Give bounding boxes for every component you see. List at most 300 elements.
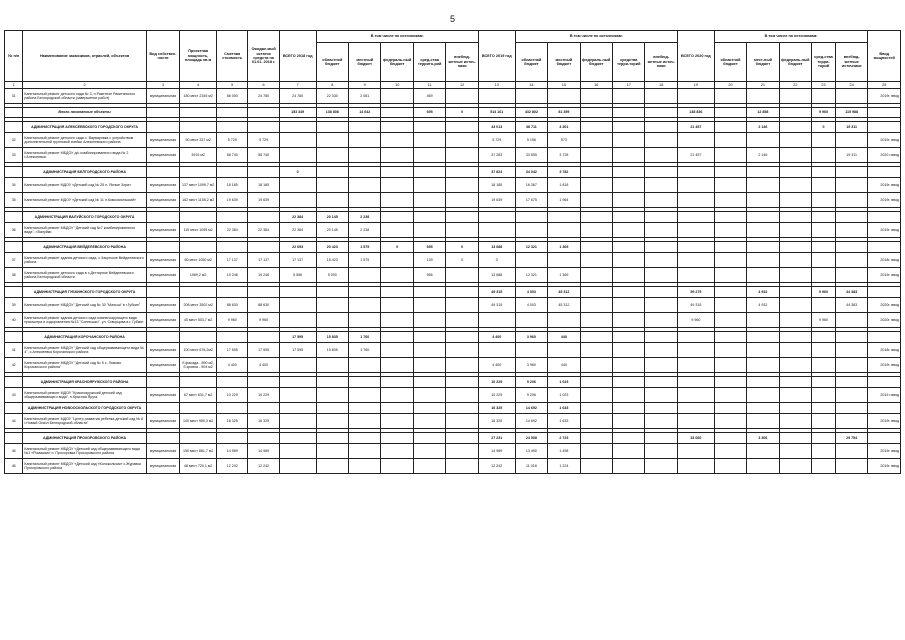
table-row bbox=[5, 148, 901, 163]
amount-cell: 17 595 bbox=[279, 343, 316, 358]
amount-cell bbox=[613, 108, 645, 118]
amount-cell: 2 723 bbox=[548, 433, 580, 444]
amount-cell bbox=[349, 167, 381, 178]
ownership-type: муниципальная bbox=[146, 298, 180, 313]
amount-cell: 12 858 bbox=[747, 108, 779, 118]
commissioning bbox=[868, 332, 901, 343]
amount-cell bbox=[580, 148, 612, 163]
amount-cell bbox=[677, 212, 714, 223]
amount-cell bbox=[812, 212, 836, 223]
amount-cell bbox=[645, 313, 678, 328]
amount-cell bbox=[613, 223, 645, 238]
ownership-type: муниципальная bbox=[146, 223, 180, 238]
amount-cell bbox=[714, 388, 746, 403]
amount-cell bbox=[812, 242, 836, 253]
amount-cell bbox=[645, 287, 678, 298]
object-name: Капитальный ремонт МБДОУ «Детский сад общеразвивающего вида №1 «Ромашка» п. Прохоровка Прохоровского района bbox=[23, 444, 146, 459]
amount-cell bbox=[835, 332, 868, 343]
amount-cell: 9 960 bbox=[677, 313, 714, 328]
object-name: Вновь начинаемые объекты bbox=[23, 108, 146, 118]
column-header: Вид собствен-ности bbox=[146, 31, 180, 82]
amount-cell bbox=[613, 313, 645, 328]
amount-cell bbox=[613, 433, 645, 444]
table-row bbox=[5, 459, 901, 474]
header-row bbox=[5, 31, 901, 43]
amount-cell bbox=[413, 377, 445, 388]
amount-cell bbox=[714, 459, 746, 474]
column-header: Ввод мощностей bbox=[868, 31, 901, 82]
commissioning: 2019г. ввод bbox=[868, 178, 901, 193]
amount-cell: 17 595 bbox=[217, 343, 248, 358]
amount-cell bbox=[613, 414, 645, 429]
amount-cell bbox=[677, 89, 714, 104]
amount-cell bbox=[779, 167, 811, 178]
ownership-type bbox=[146, 122, 180, 133]
column-number: 25 bbox=[868, 82, 901, 89]
amount-cell bbox=[413, 223, 445, 238]
amount-cell bbox=[381, 212, 413, 223]
ownership-type bbox=[146, 108, 180, 118]
amount-cell bbox=[714, 313, 746, 328]
object-name: Капитальный ремонт МБДОУ "Детский сад № 5 с. Ломово Корочанского района" bbox=[23, 358, 146, 373]
amount-cell bbox=[835, 89, 868, 104]
row-number bbox=[5, 167, 23, 178]
commissioning: 2019г. ввод bbox=[868, 444, 901, 459]
commissioning bbox=[868, 287, 901, 298]
amount-cell bbox=[714, 178, 746, 193]
amount-cell bbox=[835, 167, 868, 178]
amount-cell bbox=[349, 459, 381, 474]
amount-cell: 4 003 bbox=[515, 298, 547, 313]
amount-cell: 514 161 bbox=[478, 108, 515, 118]
object-name: АДМИНИСТРАЦИЯ ВЕЙДЕЛЕВСКОГО РАЙОНА bbox=[23, 242, 146, 253]
amount-cell bbox=[548, 343, 580, 358]
amount-cell bbox=[248, 403, 279, 414]
amount-cell bbox=[316, 358, 348, 373]
amount-cell bbox=[747, 167, 779, 178]
amount-cell bbox=[645, 444, 678, 459]
amount-cell bbox=[779, 403, 811, 414]
row-number: 35 bbox=[5, 193, 23, 208]
amount-cell bbox=[478, 313, 515, 328]
capacity: 48 мест 720,1 м2 bbox=[180, 459, 217, 474]
amount-cell: 4 932 bbox=[747, 287, 779, 298]
amount-cell bbox=[779, 193, 811, 208]
amount-cell: 0 bbox=[478, 253, 515, 268]
amount-cell bbox=[645, 223, 678, 238]
amount-cell bbox=[747, 444, 779, 459]
amount-cell: 10 229 bbox=[478, 377, 515, 388]
amount-cell bbox=[677, 253, 714, 268]
amount-cell: 3 960 bbox=[515, 358, 547, 373]
amount-cell bbox=[677, 358, 714, 373]
column-header: Сметная стоимость bbox=[217, 31, 248, 82]
commissioning bbox=[868, 122, 901, 133]
amount-cell bbox=[279, 313, 316, 328]
amount-cell bbox=[714, 358, 746, 373]
amount-cell bbox=[835, 388, 868, 403]
amount-cell bbox=[747, 242, 779, 253]
amount-cell: 33 555 bbox=[515, 148, 547, 163]
amount-cell bbox=[613, 298, 645, 313]
column-number: 6 bbox=[248, 82, 279, 89]
amount-cell bbox=[714, 343, 746, 358]
ownership-type bbox=[146, 167, 180, 178]
amount-cell bbox=[779, 268, 811, 283]
amount-cell bbox=[316, 433, 348, 444]
amount-cell: 38 711 bbox=[515, 122, 547, 133]
amount-cell bbox=[279, 444, 316, 459]
amount-cell bbox=[446, 358, 479, 373]
ownership-type: муниципальная bbox=[146, 343, 180, 358]
object-name: Капитальный ремонт МБДОУ "Детский сад общеразвивающего вида № 4", с.Алексеевка Корочанского района bbox=[23, 343, 146, 358]
amount-cell bbox=[316, 167, 348, 178]
row-number: 45 bbox=[5, 444, 23, 459]
amount-cell: 3 728 bbox=[548, 148, 580, 163]
amount-cell bbox=[248, 212, 279, 223]
amount-cell: 17 137 bbox=[279, 253, 316, 268]
amount-cell bbox=[381, 268, 413, 283]
object-name: АДМИНИСТРАЦИЯ АЛЕКСЕЕВСКОГО ГОРОДСКОГО ОКРУГА bbox=[23, 122, 146, 133]
column-number: 5 bbox=[217, 82, 248, 89]
amount-cell: 9 206 bbox=[515, 388, 547, 403]
amount-cell bbox=[446, 298, 479, 313]
amount-cell: 1 023 bbox=[548, 388, 580, 403]
capacity bbox=[180, 403, 217, 414]
amount-cell: 5 000 bbox=[316, 268, 348, 283]
amount-cell bbox=[316, 444, 348, 459]
amount-cell bbox=[812, 223, 836, 238]
amount-cell: 9 960 bbox=[248, 313, 279, 328]
ownership-type bbox=[146, 242, 180, 253]
column-subheader: внебюд-жетные источники bbox=[835, 43, 868, 82]
amount-cell bbox=[677, 343, 714, 358]
amount-cell bbox=[381, 193, 413, 208]
amount-cell: 573 bbox=[548, 133, 580, 148]
column-number: 23 bbox=[812, 82, 836, 89]
amount-cell bbox=[381, 343, 413, 358]
amount-cell bbox=[413, 212, 445, 223]
amount-cell bbox=[279, 287, 316, 298]
org-row bbox=[5, 167, 901, 178]
amount-cell bbox=[779, 212, 811, 223]
amount-cell bbox=[446, 414, 479, 429]
amount-cell bbox=[714, 122, 746, 133]
commissioning: 2019г. ввод bbox=[868, 193, 901, 208]
amount-cell bbox=[580, 313, 612, 328]
ownership-type: муниципальная bbox=[146, 178, 180, 193]
amount-cell: 1 575 bbox=[349, 253, 381, 268]
amount-cell bbox=[413, 133, 445, 148]
amount-cell bbox=[413, 332, 445, 343]
amount-cell bbox=[812, 178, 836, 193]
object-name: АДМИНИСТРАЦИЯ ВАЛУЙСКОГО ГОРОДСКОГО ОКРУГА bbox=[23, 212, 146, 223]
amount-cell: 22 384 bbox=[279, 223, 316, 238]
column-number: 1 bbox=[5, 82, 23, 89]
amount-cell bbox=[446, 268, 479, 283]
amount-cell bbox=[580, 167, 612, 178]
amount-cell: 56 000 bbox=[217, 89, 248, 104]
row-number bbox=[5, 287, 23, 298]
column-header: В том числе по источникам: bbox=[515, 31, 677, 43]
amount-cell: 22 384 bbox=[248, 223, 279, 238]
amount-cell bbox=[645, 268, 678, 283]
table-row bbox=[5, 223, 901, 238]
column-subheader: мест-ный бюджет bbox=[747, 43, 779, 82]
amount-cell bbox=[580, 133, 612, 148]
amount-cell bbox=[349, 403, 381, 414]
column-number: 16 bbox=[580, 82, 612, 89]
commissioning: 2019г. ввод bbox=[868, 268, 901, 283]
object-name: Капитальный ремонт МДОУ «Детский сад № 25 п. Ясные Зори» bbox=[23, 178, 146, 193]
amount-cell bbox=[812, 358, 836, 373]
amount-cell bbox=[747, 388, 779, 403]
amount-cell bbox=[779, 242, 811, 253]
amount-cell bbox=[645, 332, 678, 343]
amount-cell: 18 185 bbox=[217, 178, 248, 193]
amount-cell: 19 246 bbox=[217, 268, 248, 283]
amount-cell: 3 782 bbox=[548, 167, 580, 178]
amount-cell: 440 bbox=[548, 332, 580, 343]
amount-cell bbox=[812, 403, 836, 414]
object-name: АДМИНИСТРАЦИЯ КОРОЧАНСКОГО РАЙОНА bbox=[23, 332, 146, 343]
amount-cell bbox=[835, 242, 868, 253]
commissioning: 2019г. ввод bbox=[868, 223, 901, 238]
column-header: № п/п bbox=[5, 31, 23, 82]
amount-cell: 22 384 bbox=[217, 223, 248, 238]
amount-cell bbox=[316, 388, 348, 403]
amount-cell bbox=[677, 167, 714, 178]
amount-cell bbox=[217, 332, 248, 343]
amount-cell bbox=[812, 459, 836, 474]
row-number: 36 bbox=[5, 223, 23, 238]
column-header: В том числе по источникам: bbox=[714, 31, 868, 43]
org-row bbox=[5, 332, 901, 343]
ownership-type: муниципальная bbox=[146, 444, 180, 459]
amount-cell bbox=[613, 148, 645, 163]
amount-cell bbox=[747, 343, 779, 358]
amount-cell: 14 989 bbox=[248, 444, 279, 459]
amount-cell bbox=[248, 242, 279, 253]
table-row bbox=[5, 89, 901, 104]
amount-cell bbox=[779, 122, 811, 133]
amount-cell bbox=[645, 167, 678, 178]
amount-cell bbox=[714, 253, 746, 268]
column-header: Наименование заказчиков, отраслей, объектов bbox=[23, 31, 146, 82]
amount-cell bbox=[747, 358, 779, 373]
amount-cell bbox=[779, 108, 811, 118]
amount-cell bbox=[613, 388, 645, 403]
amount-cell bbox=[779, 223, 811, 238]
amount-cell bbox=[413, 358, 445, 373]
amount-cell bbox=[548, 212, 580, 223]
amount-cell bbox=[747, 459, 779, 474]
amount-cell bbox=[580, 89, 612, 104]
object-name: Капитальный ремонт МДОУ "Центр развития ребенка детский сад № 8 г.Новый Оскол Белгородской области" bbox=[23, 414, 146, 429]
amount-cell: 17 595 bbox=[279, 332, 316, 343]
amount-cell bbox=[279, 433, 316, 444]
amount-cell bbox=[381, 287, 413, 298]
amount-cell bbox=[645, 108, 678, 118]
amount-cell bbox=[248, 433, 279, 444]
object-name: Капитальный ремонт здания детского сада компенсирующего вида присмотра и оздоровления №13 "Солнышко", ул. Скворцова в г. Губкин bbox=[23, 313, 146, 328]
amount-cell bbox=[714, 223, 746, 238]
amount-cell bbox=[677, 332, 714, 343]
amount-cell bbox=[779, 287, 811, 298]
row-number bbox=[5, 108, 23, 118]
amount-cell bbox=[714, 268, 746, 283]
amount-cell bbox=[613, 444, 645, 459]
capacity: 60 мест 1050 м2 bbox=[180, 253, 217, 268]
object-name: Капитальный ремонт МБДОУ д/с комбинированного вида № 2 г.Алексеевка bbox=[23, 148, 146, 163]
amount-cell: 1 575 bbox=[349, 242, 381, 253]
amount-cell bbox=[835, 343, 868, 358]
amount-cell bbox=[413, 148, 445, 163]
amount-cell: 1 369 bbox=[548, 268, 580, 283]
amount-cell bbox=[645, 178, 678, 193]
amount-cell: 5 156 bbox=[515, 133, 547, 148]
commissioning: 2020г. ввод bbox=[868, 313, 901, 328]
commissioning bbox=[868, 403, 901, 414]
object-name: АДМИНИСТРАЦИЯ ПРОХОРОВСКОГО РАЙОНА bbox=[23, 433, 146, 444]
amount-cell bbox=[279, 298, 316, 313]
amount-cell bbox=[580, 178, 612, 193]
amount-cell bbox=[714, 167, 746, 178]
commissioning: 2019г. ввод bbox=[868, 459, 901, 474]
amount-cell bbox=[279, 133, 316, 148]
table-body bbox=[5, 89, 901, 474]
column-number: 22 bbox=[779, 82, 811, 89]
amount-cell bbox=[645, 343, 678, 358]
amount-cell bbox=[248, 287, 279, 298]
amount-cell: 556 bbox=[413, 268, 445, 283]
ownership-type bbox=[146, 433, 180, 444]
amount-cell bbox=[580, 122, 612, 133]
amount-cell bbox=[413, 444, 445, 459]
amount-cell bbox=[381, 133, 413, 148]
row-number bbox=[5, 403, 23, 414]
amount-cell bbox=[279, 403, 316, 414]
amount-cell: 695 bbox=[413, 108, 445, 118]
amount-cell bbox=[812, 444, 836, 459]
amount-cell bbox=[548, 253, 580, 268]
amount-cell bbox=[217, 433, 248, 444]
amount-cell bbox=[548, 89, 580, 104]
amount-cell bbox=[747, 89, 779, 104]
amount-cell bbox=[548, 313, 580, 328]
amount-cell bbox=[613, 287, 645, 298]
object-name: АДМИНИСТРАЦИЯ КРАСНОЯРУЖСКОГО РАЙОНА bbox=[23, 377, 146, 388]
amount-cell bbox=[478, 89, 515, 104]
amount-cell: 1 964 bbox=[548, 193, 580, 208]
capacity bbox=[180, 122, 217, 133]
amount-cell bbox=[446, 193, 479, 208]
amount-cell bbox=[714, 242, 746, 253]
amount-cell bbox=[677, 223, 714, 238]
ownership-type: муниципальная bbox=[146, 148, 180, 163]
amount-cell bbox=[779, 388, 811, 403]
amount-cell bbox=[580, 343, 612, 358]
amount-cell: 17 137 bbox=[248, 253, 279, 268]
column-number: 13 bbox=[478, 82, 515, 89]
amount-cell bbox=[747, 223, 779, 238]
amount-cell bbox=[779, 133, 811, 148]
amount-cell bbox=[446, 148, 479, 163]
amount-cell bbox=[714, 212, 746, 223]
ownership-type: муниципальная bbox=[146, 89, 180, 104]
amount-cell: 4 400 bbox=[248, 358, 279, 373]
amount-cell: 440 bbox=[548, 358, 580, 373]
amount-cell bbox=[714, 433, 746, 444]
amount-cell: 21 457 bbox=[677, 148, 714, 163]
amount-cell bbox=[515, 223, 547, 238]
amount-cell bbox=[645, 459, 678, 474]
table-row bbox=[5, 253, 901, 268]
facility-repair-table bbox=[4, 30, 901, 474]
amount-cell bbox=[381, 377, 413, 388]
amount-cell bbox=[316, 403, 348, 414]
object-name: Капитальный ремонт детского сада в с.Дегтярное Вейделевского района Белгородской области bbox=[23, 268, 146, 283]
amount-cell bbox=[446, 212, 479, 223]
column-subheader: областной бюджет bbox=[714, 43, 746, 82]
amount-cell bbox=[446, 433, 479, 444]
amount-cell: 22 330 bbox=[316, 89, 348, 104]
amount-cell bbox=[217, 108, 248, 118]
amount-cell: 24 780 bbox=[279, 89, 316, 104]
commissioning: 2019 г.ввод bbox=[868, 388, 901, 403]
amount-cell bbox=[613, 212, 645, 223]
amount-cell bbox=[645, 148, 678, 163]
amount-cell: 2 146 bbox=[747, 148, 779, 163]
amount-cell bbox=[835, 414, 868, 429]
amount-cell bbox=[446, 178, 479, 193]
amount-cell bbox=[812, 268, 836, 283]
amount-cell bbox=[613, 133, 645, 148]
amount-cell bbox=[677, 242, 714, 253]
ownership-type bbox=[146, 403, 180, 414]
amount-cell bbox=[279, 358, 316, 373]
amount-cell: 15 835 bbox=[316, 343, 348, 358]
amount-cell: 45 312 bbox=[548, 298, 580, 313]
amount-cell bbox=[779, 444, 811, 459]
table-row bbox=[5, 313, 901, 328]
amount-cell bbox=[248, 122, 279, 133]
amount-cell bbox=[613, 193, 645, 208]
amount-cell: 0 bbox=[381, 242, 413, 253]
amount-cell bbox=[714, 148, 746, 163]
amount-cell bbox=[413, 343, 445, 358]
column-subheader: сред-ства террито-рий bbox=[413, 43, 445, 82]
amount-cell bbox=[381, 414, 413, 429]
amount-cell bbox=[580, 433, 612, 444]
amount-cell bbox=[714, 133, 746, 148]
amount-cell: 12 242 bbox=[478, 459, 515, 474]
column-number: 3 bbox=[146, 82, 180, 89]
amount-cell: 138 836 bbox=[677, 108, 714, 118]
commissioning: 2019г. ввод bbox=[868, 133, 901, 148]
capacity bbox=[180, 212, 217, 223]
amount-cell: 88 630 bbox=[248, 298, 279, 313]
amount-cell bbox=[835, 377, 868, 388]
amount-cell bbox=[413, 433, 445, 444]
amount-cell bbox=[714, 444, 746, 459]
amount-cell bbox=[779, 459, 811, 474]
amount-cell bbox=[279, 459, 316, 474]
amount-cell bbox=[248, 167, 279, 178]
column-number: 19 bbox=[677, 82, 714, 89]
commissioning bbox=[868, 167, 901, 178]
amount-cell bbox=[446, 89, 479, 104]
